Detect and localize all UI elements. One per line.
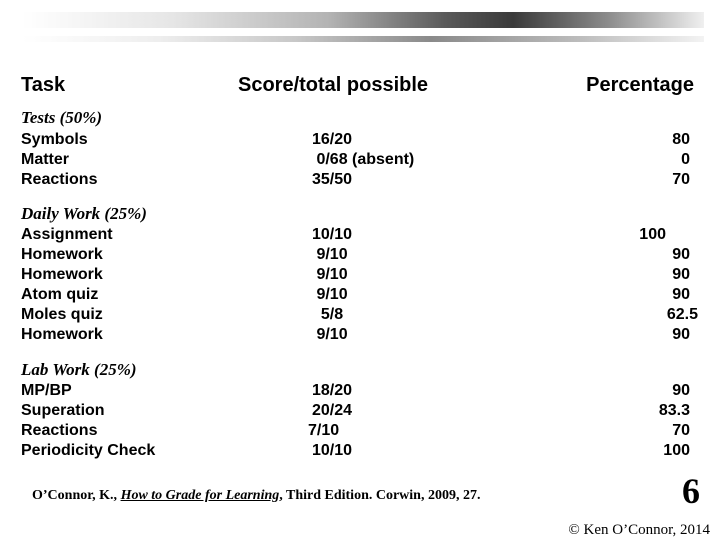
task-cell: Assignment <box>21 226 113 243</box>
task-cell: Superation <box>21 402 105 419</box>
score-cell: 5/8 <box>312 306 344 323</box>
task-cell: Homework <box>21 326 103 343</box>
percentage-cell: 90 <box>672 266 690 283</box>
task-cell: Reactions <box>21 171 98 188</box>
score-cell: 20/24 <box>312 402 353 419</box>
task-cell: Atom quiz <box>21 286 99 303</box>
percentage-cell: 83.3 <box>658 402 690 419</box>
score-cell: 18/20 <box>312 382 353 399</box>
slide-number: 6 <box>682 471 700 511</box>
percentage-cell: 90 <box>672 382 690 399</box>
citation <box>32 488 480 504</box>
score-cell: 9/10 <box>312 246 348 263</box>
table-row <box>0 442 720 462</box>
percentage-cell: 90 <box>672 286 690 303</box>
section-title-lab-work: Lab Work (25%) <box>21 360 137 379</box>
copyright-notice: © Ken O’Connor, 2014 <box>568 522 710 538</box>
score-cell: 7/10 <box>308 422 340 439</box>
table-row <box>0 226 720 246</box>
decorative-gradient-bar <box>22 12 704 28</box>
score-cell: 16/20 <box>312 131 353 148</box>
table-row <box>0 422 720 442</box>
percentage-cell: 0 <box>681 151 690 168</box>
section-title-daily-work: Daily Work (25%) <box>21 204 147 223</box>
table-row <box>0 266 720 286</box>
decorative-gradient-bar-thin <box>22 36 704 42</box>
citation-details: , Third Edition. Corwin, 2009, 27. <box>279 488 481 503</box>
percentage-column-header: Percentage <box>586 74 694 96</box>
percentage-cell: 62.5 <box>666 306 698 323</box>
score-cell: 0/68 (absent) <box>312 151 415 168</box>
percentage-cell: 90 <box>672 326 690 343</box>
section-title-tests: Tests (50%) <box>21 108 103 127</box>
score-column-header: Score/total possible <box>238 74 429 96</box>
score-cell: 35/50 <box>312 171 353 188</box>
task-cell: Matter <box>21 151 70 168</box>
task-cell: Periodicity Check <box>21 442 156 459</box>
score-cell: 9/10 <box>312 286 348 303</box>
task-cell: Homework <box>21 266 103 283</box>
task-cell: Homework <box>21 246 103 263</box>
task-cell: Reactions <box>21 422 98 439</box>
percentage-cell: 80 <box>672 131 690 148</box>
percentage-cell: 70 <box>672 171 690 188</box>
score-cell: 10/10 <box>312 226 353 243</box>
score-cell: 9/10 <box>312 266 348 283</box>
percentage-cell: 100 <box>663 442 690 459</box>
table-row <box>0 402 720 422</box>
task-cell: MP/BP <box>21 382 72 399</box>
table-row <box>0 326 720 346</box>
citation-author: O’Connor, K., <box>32 488 121 503</box>
score-cell: 9/10 <box>312 326 348 343</box>
percentage-cell: 100 <box>639 226 666 243</box>
table-row <box>0 382 720 402</box>
score-cell: 10/10 <box>312 442 353 459</box>
table-row <box>0 286 720 306</box>
task-cell: Moles quiz <box>21 306 103 323</box>
table-row <box>0 171 720 191</box>
task-column-header: Task <box>21 74 66 96</box>
percentage-cell: 70 <box>672 422 690 439</box>
table-row <box>0 306 720 326</box>
citation-book-title: How to Grade for Learning <box>120 488 280 503</box>
percentage-cell: 90 <box>672 246 690 263</box>
table-row <box>0 246 720 266</box>
table-row <box>0 131 720 151</box>
table-row <box>0 151 720 171</box>
task-cell: Symbols <box>21 131 88 148</box>
